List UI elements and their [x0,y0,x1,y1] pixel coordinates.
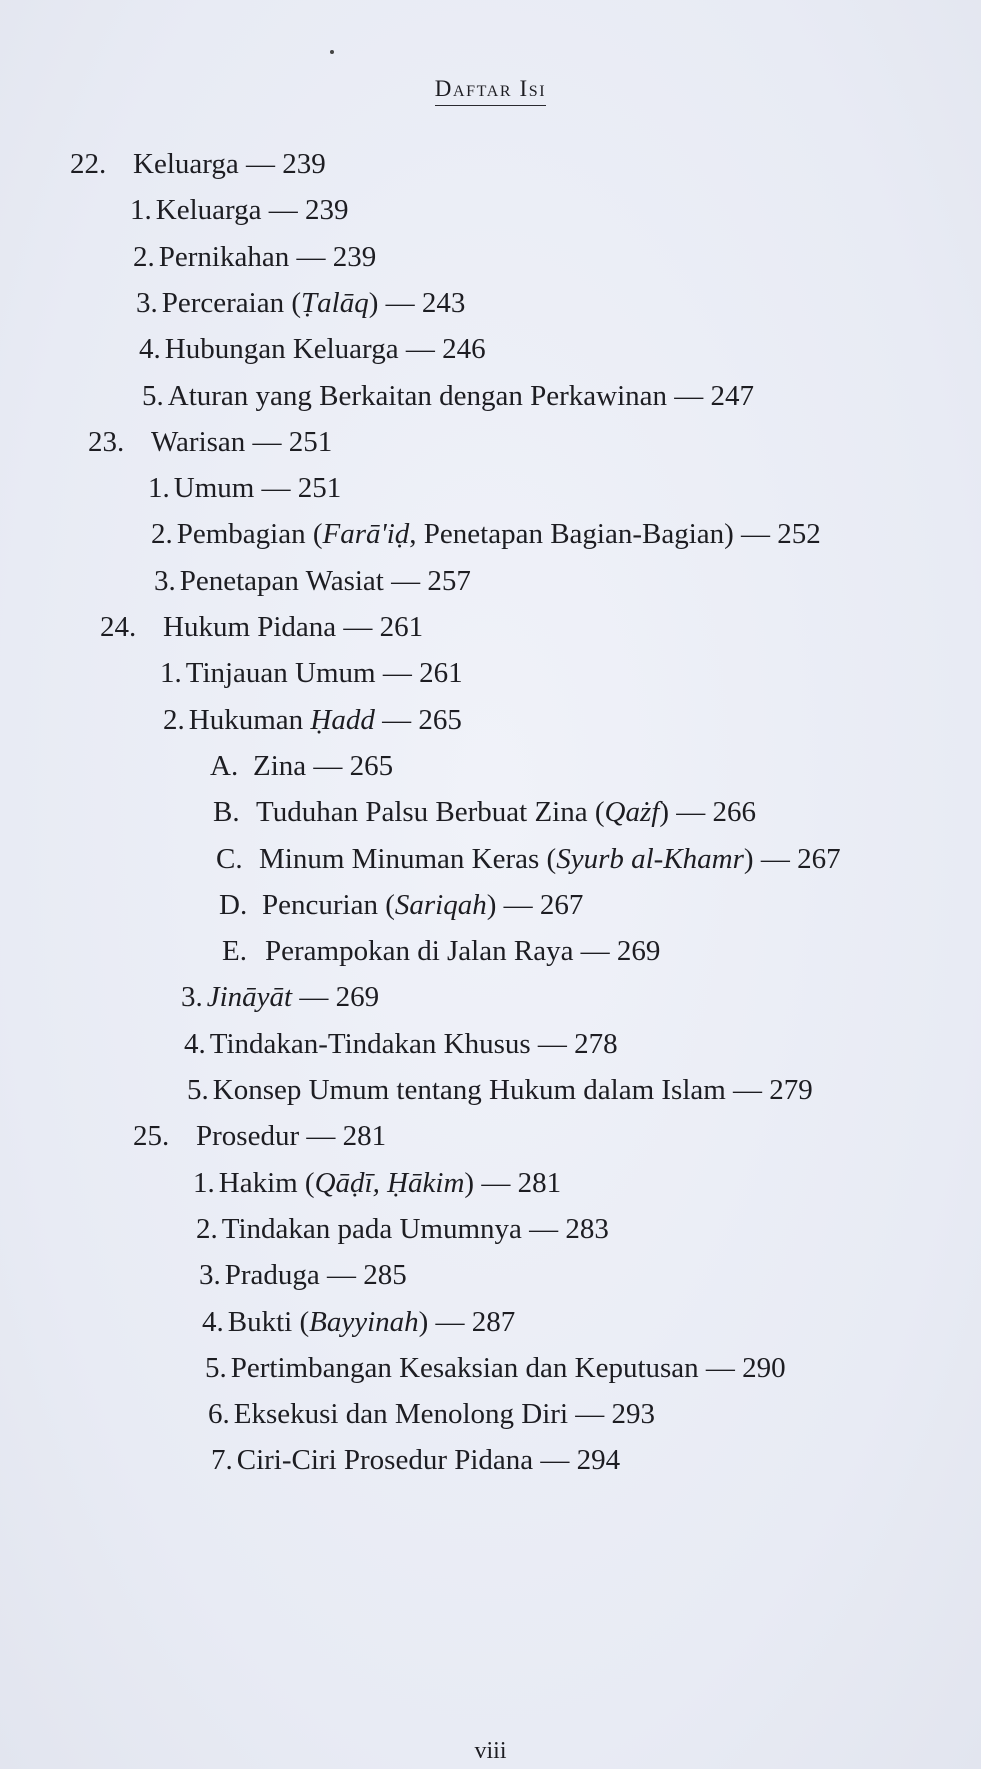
toc-entry-number: 1. [160,657,182,690]
toc-entry-text: Umum — 251 [173,472,342,505]
toc-entry-text: ) — 267 [486,888,584,921]
toc-entry-number: 2. [163,703,185,736]
toc-entry [213,794,756,830]
toc-entry-number: 1. [193,1166,215,1199]
toc-entry [210,748,393,784]
toc-entry-number: E. [222,935,247,968]
toc-entry-text: Hubungan Keluarga — 246 [164,333,486,366]
toc-entry-number: 3. [154,564,176,597]
toc-entry [160,655,463,691]
toc-entry-number: 2. [151,518,173,551]
toc-entry [139,331,486,367]
toc-entry-text: Tindakan pada Umumnya — 283 [221,1212,609,1245]
toc-entry-text: ) — 281 [464,1166,562,1199]
toc-entry-number: 4. [139,333,161,366]
toc-entry-number: A. [210,749,239,782]
toc-entry [133,1118,386,1154]
toc-entry-text: Tuduhan Palsu Berbuat Zina ( [256,796,605,829]
toc-entry-text: — 265 [374,703,462,736]
toc-entry-text: Penetapan Wasiat — 257 [179,564,471,597]
toc-entry-text: ) — 243 [368,286,466,319]
toc-entry-number: 2. [133,240,155,273]
toc-entry [222,933,660,969]
toc-entry-number: 4. [184,1027,206,1060]
toc-entry [205,1350,786,1386]
toc-entry-text: Warisan — 251 [151,425,333,458]
toc-entry-text: Eksekusi dan Menolong Diri — 293 [233,1398,656,1431]
toc-entry-text: Tinjauan Umum — 261 [185,657,463,690]
toc-entry-number: 5. [187,1074,209,1106]
toc-entry-italic-term: Farā'iḍ [322,518,410,551]
toc-entry-text: Hukuman [188,703,311,736]
toc-entry-number: 22. [70,148,107,180]
toc-entry [211,1442,620,1478]
toc-entry-number: 24. [100,611,137,643]
toc-entry [154,563,471,599]
toc-entry-text: Minum Minuman Keras ( [259,842,557,875]
toc-entry-number: 5. [205,1351,227,1384]
toc-entry-text: Zina — 265 [253,749,394,782]
page-title: Daftar Isi [435,76,546,106]
toc-entry-italic-term: Ṭalāq [301,286,369,319]
toc-entry-text: Pernikahan — 239 [158,240,377,273]
toc-entry-text: ) — 267 [743,842,841,875]
toc-entry-text: Pembagian ( [176,518,323,551]
page-number: viii [474,1738,507,1764]
toc-entry [136,285,465,321]
toc-entry [142,378,754,414]
toc-entry-number: 3. [136,286,158,319]
toc-entry-number: 2. [196,1212,218,1245]
toc-entry-text: Perceraian ( [161,286,302,319]
toc-entry-italic-term: Qāḍī, Ḥākim [314,1166,465,1199]
toc-entry-italic-term: Qażf [604,796,660,829]
toc-entry-text: Keluarga — 239 [155,194,349,227]
toc-entry [181,979,379,1015]
toc-entry [199,1257,407,1293]
toc-entry-number: C. [216,842,243,875]
toc-entry-text: ) — 287 [418,1305,516,1338]
toc-entry-number: 23. [88,425,125,458]
toc-entry-number: 3. [199,1259,221,1292]
toc-entry-number: D. [219,888,248,921]
toc-entry [187,1072,813,1108]
toc-entry-text: Konsep Umum tentang Hukum dalam Islam — 279 [212,1074,813,1106]
toc-entry-text: Hukum Pidana — 261 [163,611,424,643]
toc-entry-text: , Penetapan Bagian-Bagian) — 252 [409,518,821,551]
toc-entry [202,1304,515,1340]
toc-entry-text: Praduga — 285 [224,1259,407,1292]
toc-entry [219,887,583,923]
toc-entry-number: B. [213,796,240,829]
toc-entry-text: — 269 [292,981,380,1014]
toc-entry [196,1211,609,1247]
toc-entry [184,1026,618,1062]
toc-entry-number: 1. [148,472,170,505]
toc-entry [193,1165,561,1201]
running-header [0,76,981,106]
toc-entry [163,702,462,738]
toc-entry-number: 6. [208,1398,230,1431]
toc-entry [70,146,326,182]
toc-entry [133,239,376,275]
toc-entry [88,424,332,460]
toc-entry-number: 4. [202,1305,224,1338]
ink-dot [330,50,334,54]
toc-entry [151,516,821,552]
toc-entry-italic-term: Jināyāt [206,981,293,1014]
toc-entry [208,1396,655,1432]
toc-entry-italic-term: Sariqah [394,888,487,921]
toc-entry-text: Prosedur — 281 [196,1120,387,1153]
toc-entry-text: Hakim ( [218,1166,315,1199]
toc-entry-text: Tindakan-Tindakan Khusus — 278 [209,1027,618,1060]
toc-entry-text: Ciri-Ciri Prosedur Pidana — 294 [236,1444,621,1477]
toc-entry-number: 1. [130,194,152,227]
toc-entry-number: 3. [181,981,203,1014]
toc-entry-text: ) — 266 [659,796,756,829]
toc-entry-italic-term: Bayyinah [309,1305,419,1338]
toc-entry [100,609,423,645]
toc-entry-italic-term: Syurb al-Khamr [556,842,744,875]
toc-entry-number: 25. [133,1120,170,1153]
toc-entry-italic-term: Ḥadd [310,703,375,736]
toc-entry-text: Pertimbangan Kesaksian dan Keputusan — 290 [230,1351,786,1384]
toc-entry-text: Aturan yang Berkaitan dengan Perkawinan — 247 [167,379,755,412]
toc-entry-text: Keluarga — 239 [133,148,326,180]
toc-entry [216,841,841,877]
toc-entry-number: 7. [211,1444,233,1477]
toc-entry-number: 5. [142,379,164,412]
toc-entry-text: Pencurian ( [262,888,395,921]
toc-entry [148,470,341,506]
toc-entry [130,192,349,228]
toc-entry-text: Bukti ( [227,1305,310,1338]
toc-entry-text: Perampokan di Jalan Raya — 269 [265,935,661,968]
